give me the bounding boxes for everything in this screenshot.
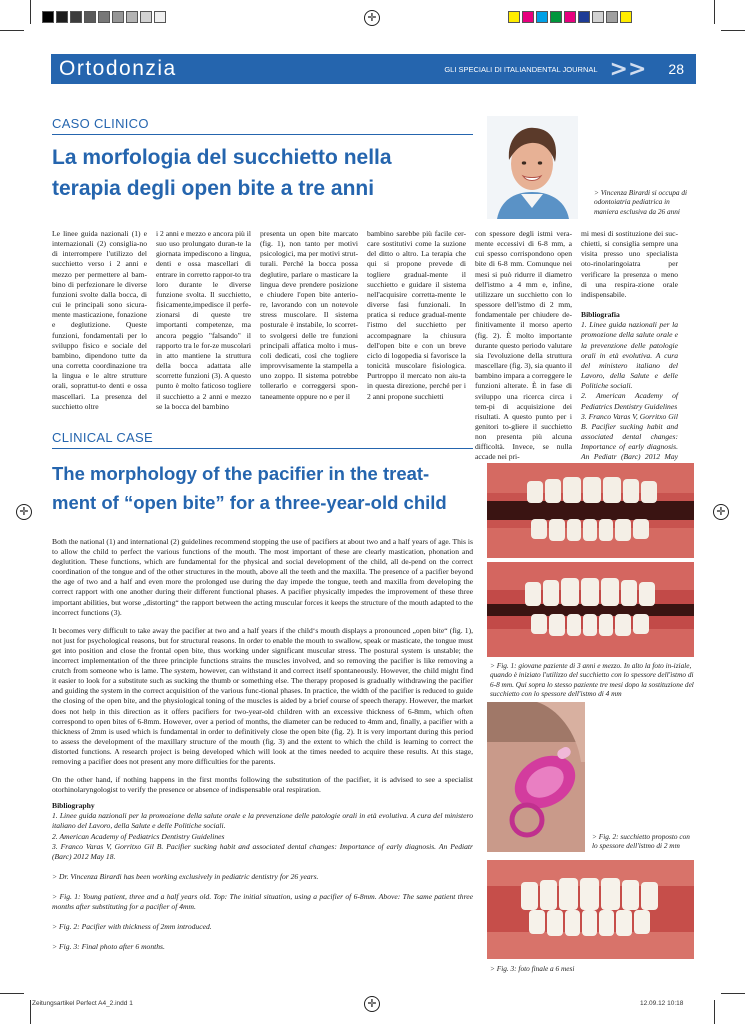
color-swatch <box>56 11 68 23</box>
fig2-caption: > Fig. 2: succhietto proposto con lo spessore dell'istmo di 2 mm <box>592 832 690 851</box>
color-swatch <box>606 11 618 23</box>
title-line: ment of “open bite” for a three-year-old child <box>52 492 447 513</box>
bib-item: 3. Franco Varas V, Gorritxo Gil B. Pacifier sucking habit and associated dental changes: Importance of early diagnosis. An Pediatr (Barc) 2012 May <box>581 411 678 462</box>
paragraph: On the other hand, if nothing happens in the first months following the substitution of the pacifier, it is advised to see a specialist otorhinolaryngologist to verify the presence or absence of indispensable oral respiration. <box>52 775 473 795</box>
crop-mark <box>30 0 31 24</box>
note-fig3: > Fig. 3: Final photo after 6 months. <box>52 942 165 952</box>
author-caption-it: > Vincenza Birardi si occupa di odontoiatria pediatrica in maniera esclusiva da 26 anni <box>594 188 688 216</box>
color-swatch <box>140 11 152 23</box>
color-calibration-bar <box>508 11 634 23</box>
author-portrait <box>487 116 578 219</box>
color-swatch <box>70 11 82 23</box>
crop-mark <box>30 1000 31 1024</box>
color-swatch <box>578 11 590 23</box>
crop-mark <box>721 30 745 31</box>
article-title-en <box>52 459 477 517</box>
color-swatch <box>620 11 632 23</box>
fig2-pacifier-photo <box>487 702 585 852</box>
text-column: con spessore degli istmi vera-mente eccessivi di 6-8 mm, a cui spesso corrispondono open bite di 6-8 mm. Comunque nei mesi si può ridurre il diametro dell'istmo a 4 mm e, infine, utilizzare un succhietto con lo spessore dell'istmo di 2 mm, fondamentale per chiudere de-finitivamente il morso aperto (fig. 2). È molto importante durante questo periodo valutare sia l'evoluzione della struttura mascellare (fig. 3), sia quanto il bambino impara a correggere le funzioni alterate. È in fase di sviluppo una ricerca circa i tem-pi di acquisizione dei risultati. A questo punto per i genitori to-gliere il succhietto non presenta più alcuna difficoltà. Invece, se nulla accade nei pri- <box>475 229 572 462</box>
color-swatch <box>592 11 604 23</box>
article-title-it <box>52 142 482 204</box>
bib-item: 1. Linee guida nazionali per la promozione della salute orale e la prevenzione delle patologie orali in età evolutiva. A cura del ministero italiano del Lavoro, della Salute e delle Politiche sociali. <box>52 811 473 831</box>
crop-mark <box>0 993 24 994</box>
color-swatch <box>84 11 96 23</box>
note-fig1: > Fig. 1: Young patient, three and a half years old. Top: The initial situation, using a pacifier of 6-8mm. Above: The same patient three months after substituting for a pacifier of 4mm. <box>52 891 473 911</box>
crop-mark <box>714 0 715 24</box>
crop-mark <box>721 993 745 994</box>
journal-name: GLI SPECIALI DI ITALIANDENTAL JOURNAL <box>444 64 598 74</box>
bibliography <box>52 801 473 862</box>
crop-mark <box>0 30 24 31</box>
title-line: The morphology of the pacifier in the treat- <box>52 463 430 484</box>
registration-mark-icon: ✛ <box>16 504 32 520</box>
title-line: La morfologia del succhietto nella <box>52 146 392 169</box>
color-swatch <box>42 11 54 23</box>
title-line: terapia degli open bite a tre anni <box>52 177 375 200</box>
section-header <box>51 54 696 84</box>
chevron-right-icon: >> <box>609 56 647 82</box>
article-body-en <box>52 537 473 952</box>
fig1-bottom-photo <box>487 562 694 657</box>
color-swatch <box>98 11 110 23</box>
kicker-it: CASO CLINICO <box>52 116 149 131</box>
divider <box>52 448 473 449</box>
text-column: bambino sarebbe più facile cer-care sostitutivi come la suzione del ditto o altro. La terapia che qui si propone prevede di togliere gradual-mente il succhietto e guidare il sistema nell'acquisire corretta-mente le diverse fasi funzionali. In pratica si reduce gradual-mente l'istmo del succhietto per accompagnare la chiusura dell'open bite e con un breve ciclo di logopedia si favorisce la tonicità muscolare fisiologica. Purtroppo il mercato non aiu-ta in questa direzione, perché per i 2 anni propone succhietti <box>367 229 466 401</box>
divider <box>52 134 473 135</box>
fig1-caption: > Fig. 1: giovane paziente di 3 anni e mezzo. In alto la foto in-iziale, quando è iniziato l'utilizzo del succhietto con lo spessore dell'istmo di 6-8 mm. Qui sopra lo stesso paziente tre mesi dopo la sostituzione del succhietto con lo spessore dell'istmo di 4 mm <box>490 661 694 699</box>
color-swatch <box>126 11 138 23</box>
registration-mark-icon: ✛ <box>713 504 729 520</box>
section-title: Ortodonzia <box>59 57 177 80</box>
text-column <box>581 229 678 473</box>
registration-mark-icon: ✛ <box>364 996 380 1012</box>
footer-datetime: 12.09.12 10:18 <box>640 1000 684 1007</box>
color-swatch <box>112 11 124 23</box>
color-swatch <box>522 11 534 23</box>
fig3-final-photo <box>487 860 694 959</box>
note-fig2: > Fig. 2: Pacifier with thickness of 2mm introduced. <box>52 922 212 932</box>
fig1-top-photo <box>487 463 694 558</box>
bib-item: 1. Linee guida nazionali per la promozione della salute orale e la prevenzione delle patologie orali in età evolutiva. A cura del ministero italiano del Lavoro, della Salute e delle Politiche sociali. <box>581 320 678 391</box>
text-column: presenta un open bite marcato (fig. 1), non tanto per motivi psicologici, ma per motivi strut-turali. Perché la bocca possa deglutire, parlare o masticare la lingua deve prendere posizione e chiudere l'open bite anterio-re, lavorando con un notevole stress muscolare. Il sistema posturale è instabile, lo scorret-to svolgersi delle tre funzioni principali affatica molto i mus-coli dedicati, così che togliere improvvisamente la stampella a uno zoppo. Il sistema potrebbe tollerarlo e correggersi spon-taneamente oppure no e per il <box>260 229 358 401</box>
color-swatch <box>536 11 548 23</box>
paragraph: Both the national (1) and international (2) guidelines recommend stopping the use of pacifiers at about two and a half years of age. This is to allow the child to perfect the various functions of the mouth. The most important of these are clearly mastication, phonation and deglutition. These functions, which are fundamental for the physical and social development of the child, all de-pend on the correct coordination of the tongue and of the other structures in the mouth, above all the teeth and the maxilla. The presence of a pacifier beyond the age of two and a half and even more the prolonged use during the day impede the tongue, teeth and maxilla from developing the correct rapport with one another during their different functional phases. A pacifier physically impedes the improvement of these three important abilities, but worse „distorting“ the rapport between the acting muscular forces it keeps the structure of the mouth adapted to the incorrect functions (3). <box>52 537 473 617</box>
color-swatch <box>154 11 166 23</box>
footer-filename: Zeitungsartikel Perfect A4_2.indd 1 <box>32 1000 133 1007</box>
page-number: 28 <box>668 61 684 77</box>
registration-mark-icon: ✛ <box>364 10 380 26</box>
color-swatch <box>508 11 520 23</box>
color-swatch <box>550 11 562 23</box>
bibliography-heading: Bibliography <box>52 801 95 811</box>
color-swatch <box>564 11 576 23</box>
bibliography-heading: Bibliografia <box>581 310 620 320</box>
text-column: i 2 anni e mezzo e ancora più il suo uso prolungato duran-te la giornata impediscono a lingua, denti e ossa mascellari di entrare in corretto rappor-to tra loro durante le diverse funzione svolta. Il succhietto, fisicamente,impedisce il perfe-zionarsi di queste tre importanti competenze, ma ancora peggio "falsando" il rapporto tra le for-ze muscolari in atto mantiene la struttura della bocca adattata alle scorrette funzioni (3). A questo punto è molto faticoso togliere il succhietto a 2 anni e mezzo se la bocca del bambino <box>156 229 251 411</box>
crop-mark <box>714 1000 715 1024</box>
paragraph: mi mesi di sostituzione dei suc-chietti, si consiglia sempre una visita presso uno specialista oto-rinolaringoiatra per verificare la presenza o meno di una respira-zione orale indispensabile. <box>581 229 678 299</box>
fig3-caption: > Fig. 3: foto finale a 6 mesi <box>490 964 575 973</box>
kicker-en: CLINICAL CASE <box>52 430 153 445</box>
paragraph: It becomes very difficult to take away the pacifier at two and a half years if the child‘s mouth displays a pronounced „open bite“ (fig. 1), not just for psychological reasons, but for structural reasons. In order to enable the mouth to swallow, speak or masticate, the tongue must get into position and close the frontal open bite, thus working under significant muscular stress. The postural system is unstable; the incorrect implementation of the three principle functions strains the muscles involved, and so removing the pacifier is like removing a crutch from someone who is lame. The system, however, can withstand it and correct itself spontaneously. However, the child might find it easier to look for a substitute such as sucking the thumb or something else. The therapy proposed is gradually withdrawing the pacifier and guiding the system in the correct acquisition of the various func-tional phases. In practice, the width of the pacifier is reduced to guide the closing of the open bite, and the physiological toning of the muscles is aided by a brief course of speech therapy. However, the market does not help in this direction as it offers pacifiers for two-year-old children with an excessive thickness of 6-8mm, which often correspond to open bites of 6-8mm. However, over a period of months, the diameter can be reduced to 4mm and, finally, a pacifier with a thickness of 2mm is used which is fundamental in order to definitively close the open bite (fig. 2). It is very important during this period to assess the development of the maxillary structure of the mouth (fig. 3) and the extent to which the child is learning to correct the distorted functions. A research project is being developed which will look at the times needed to acquire these results. At this stage, removing a pacifier does not present any more difficulties for the parents. <box>52 625 473 766</box>
bib-item: 2. American Academy of Pediatrics Dentistry Guidelines <box>52 831 225 841</box>
bib-item: 3. Franco Varas V, Gorritxo Gil B. Pacifier sucking habit and associated dental changes: Importance of early diagnosis. An Pediatr (Barc) 2012 May 18. <box>52 841 473 861</box>
note-author: > Dr. Vincenza Birardi has been working exclusively in pediatric dentistry for 26 years. <box>52 871 319 881</box>
text-column: Le linee guida nazionali (1) e internazionali (2) consiglia-no di interrompere l'utilizzo del succhietto verso i 2 anni e mezzo per permettere al bam-bino di perfezionare le diverse funzioni svolte dalla bocca, di cui le principali sono sicura-mente masticazione, fonazione e deglutizione. Queste funzioni, fondamentali per lo sviluppo fisico e sociale del bambino, dipendono tutte da una corretta coordinazione tra la lingua e le altre strutture orali, soprattut-to denti e ossa mascellari. La presenza del succhietto oltre <box>52 229 147 411</box>
color-calibration-bar <box>42 11 168 23</box>
bib-item: 2. American Academy of Pediatrics Dentistry Guidelines <box>581 391 678 411</box>
